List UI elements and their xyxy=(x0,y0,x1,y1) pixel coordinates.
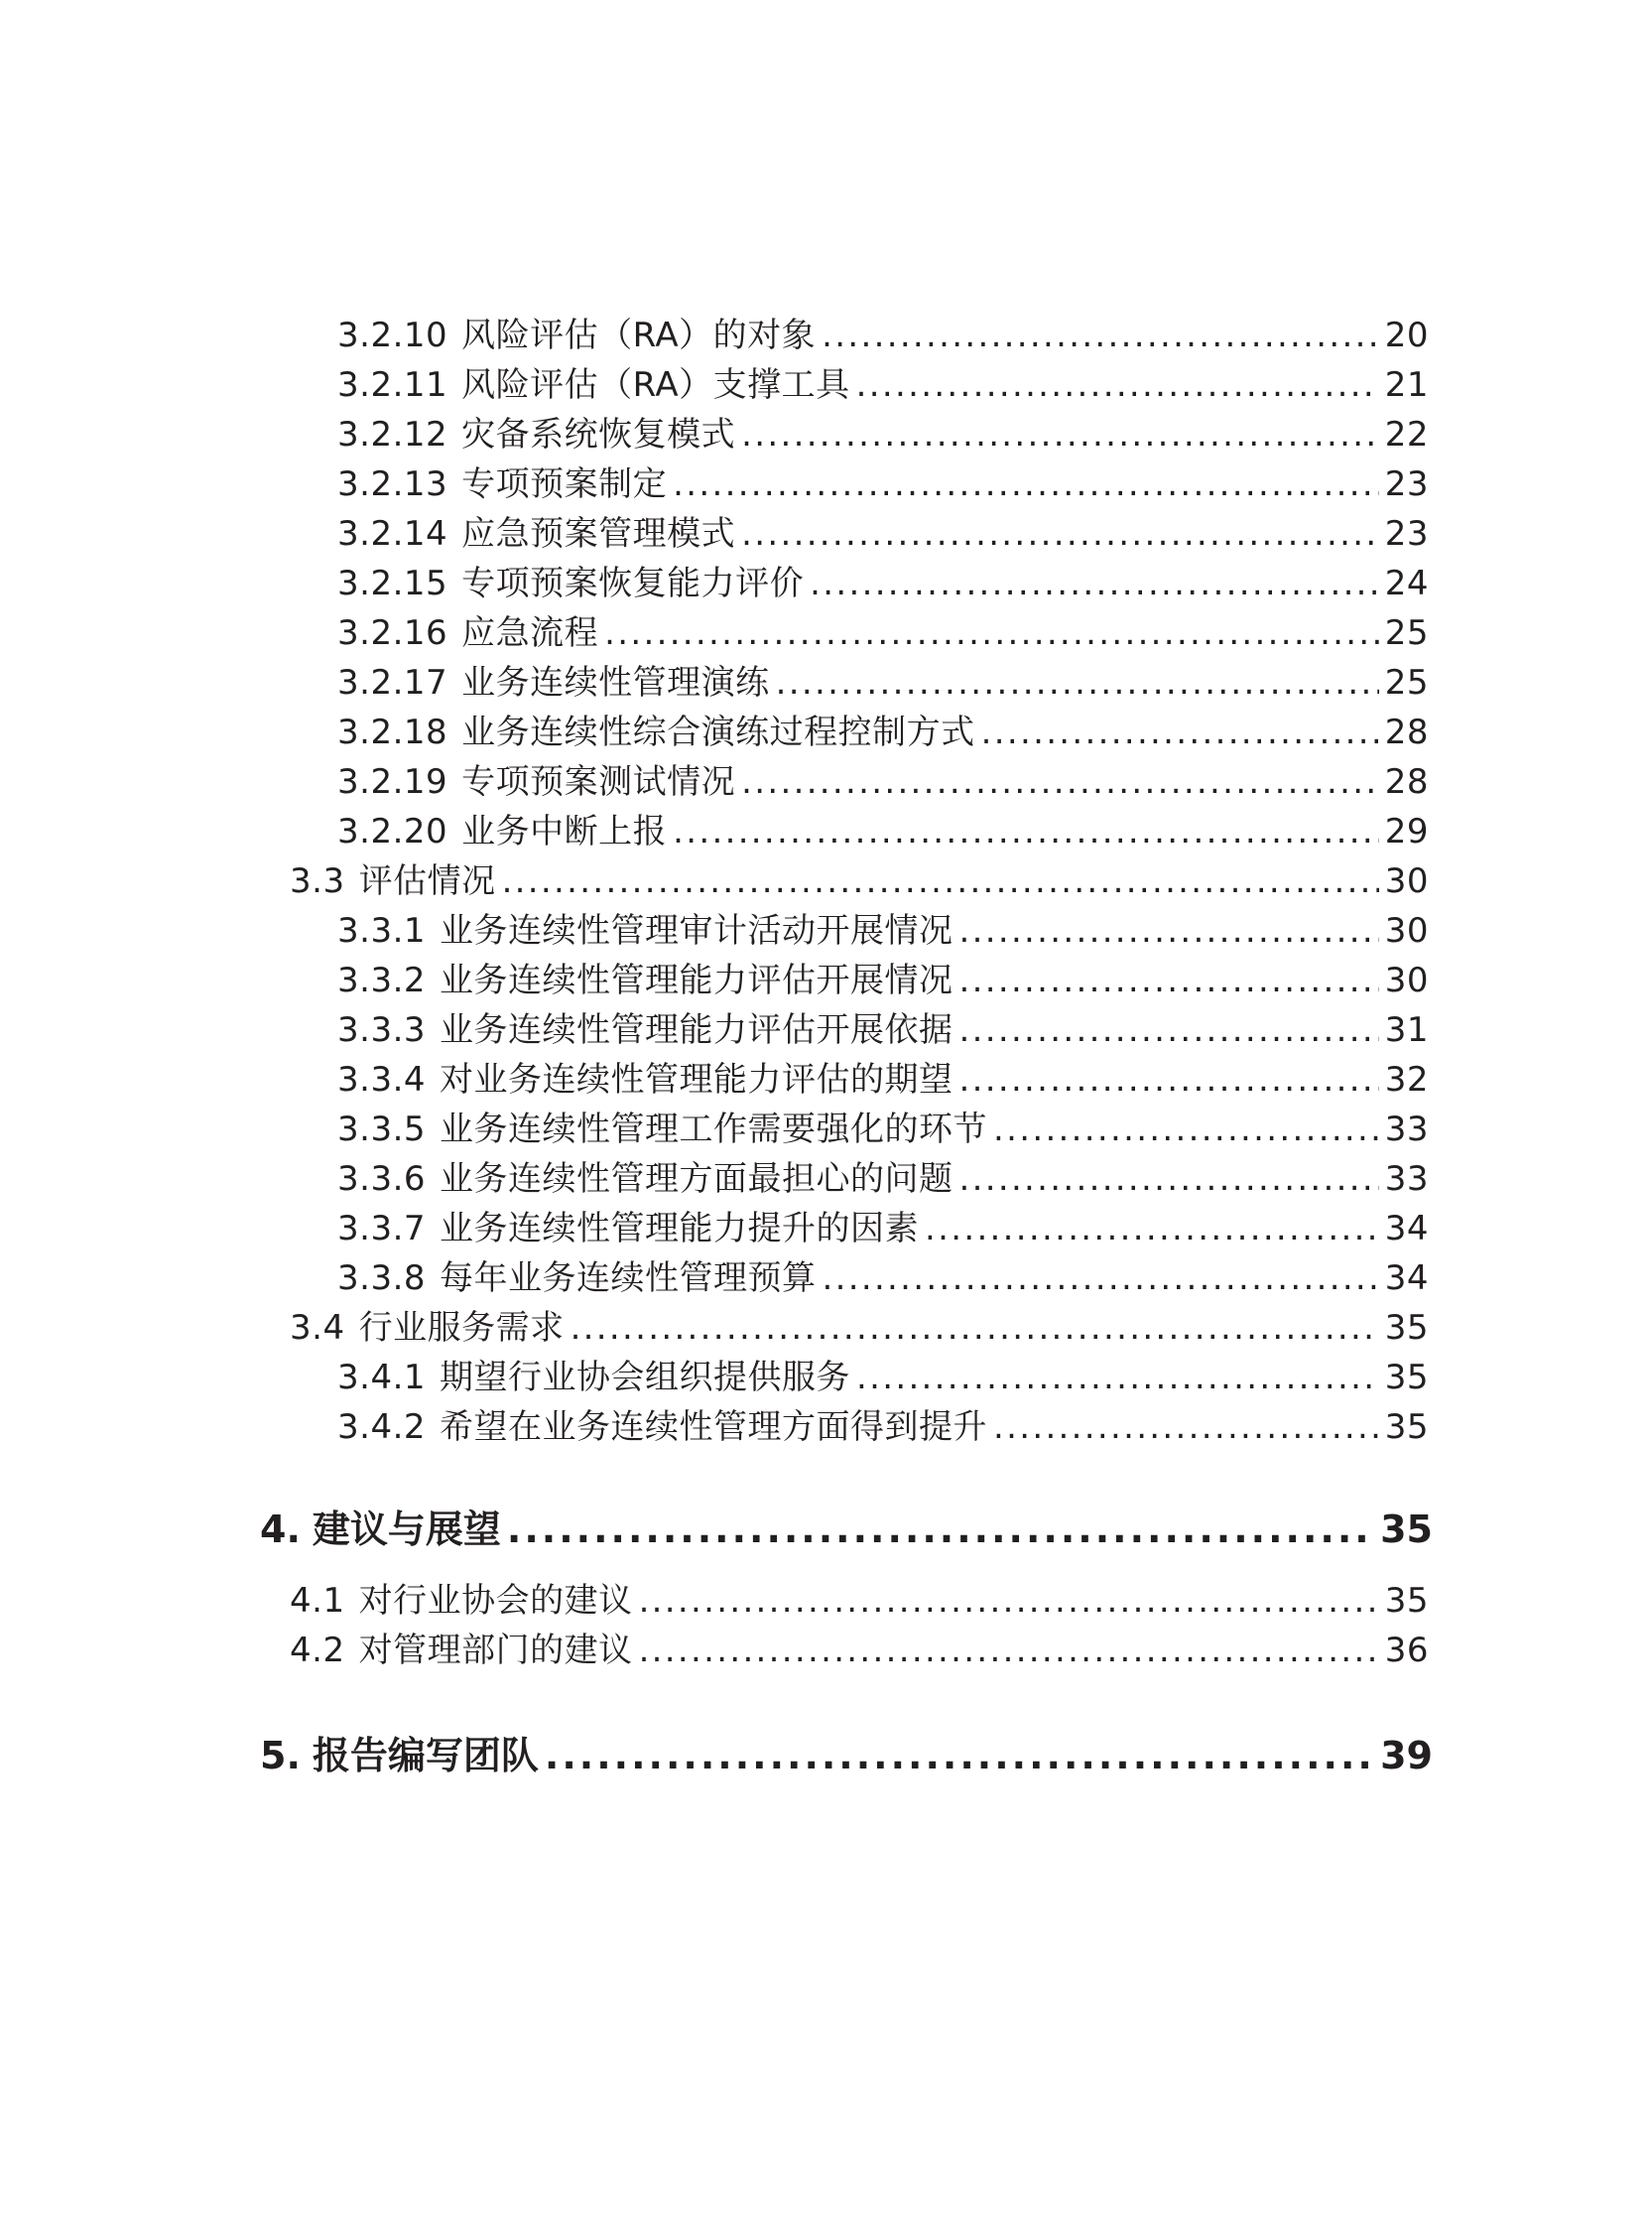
toc-entry-title: 风险评估（RA）的对象 xyxy=(461,316,817,355)
toc-entry-title: 每年业务连续性管理预算 xyxy=(440,1258,817,1298)
toc-entry[interactable] xyxy=(337,1250,1429,1298)
toc-entry-number: 3.3.5 xyxy=(337,1110,427,1149)
toc-entry-page: 30 xyxy=(1384,861,1429,901)
toc-entry[interactable] xyxy=(337,457,1429,504)
toc-entry[interactable] xyxy=(337,407,1429,455)
toc-entry-title: 对管理部门的建议 xyxy=(358,1631,633,1670)
toc-chapter[interactable] xyxy=(260,1725,1433,1778)
dot-leader xyxy=(959,1010,1379,1050)
toc-chapter-page: 35 xyxy=(1380,1507,1433,1551)
toc-entry[interactable] xyxy=(337,357,1429,405)
toc-entry-page: 35 xyxy=(1384,1358,1429,1397)
toc-entry[interactable] xyxy=(337,556,1429,603)
toc-entry-page: 31 xyxy=(1384,1010,1429,1050)
toc-entry-number: 3.3.1 xyxy=(337,911,427,951)
toc-entry-title: 应急流程 xyxy=(461,613,599,653)
toc-chapter-title: 报告编写团队 xyxy=(312,1734,539,1777)
toc-entry-number: 3.2.11 xyxy=(337,365,448,405)
toc-entry-title: 对行业协会的建议 xyxy=(358,1581,633,1621)
dot-leader xyxy=(856,365,1379,405)
toc-entry-number: 3.3 xyxy=(290,861,345,901)
dot-leader xyxy=(741,415,1379,455)
toc-entry-number: 3.3.3 xyxy=(337,1010,427,1050)
toc-entry-page: 36 xyxy=(1384,1631,1429,1670)
toc-entry-page: 34 xyxy=(1384,1258,1429,1298)
toc-entry-title: 希望在业务连续性管理方面得到提升 xyxy=(440,1407,988,1447)
toc-entry-number: 3.2.19 xyxy=(337,762,448,802)
toc-entry-page: 28 xyxy=(1384,762,1429,802)
toc-chapter-title: 建议与展望 xyxy=(312,1507,501,1551)
dot-leader xyxy=(604,613,1379,653)
dot-leader xyxy=(571,1308,1379,1348)
dot-leader xyxy=(959,961,1379,1000)
toc-entry[interactable] xyxy=(337,1151,1429,1199)
toc-entry-page: 23 xyxy=(1384,464,1429,504)
toc-entry-number: 3.4 xyxy=(290,1308,345,1348)
toc-entry-title: 行业服务需求 xyxy=(358,1308,565,1348)
dot-leader xyxy=(822,316,1379,355)
toc-entry[interactable] xyxy=(337,953,1429,1000)
dot-leader xyxy=(507,1507,1374,1551)
dot-leader xyxy=(823,1258,1379,1298)
dot-leader xyxy=(741,514,1379,554)
toc-entry-title: 业务连续性管理审计活动开展情况 xyxy=(440,911,953,951)
dot-leader xyxy=(639,1581,1379,1621)
toc-entry-title: 专项预案恢复能力评价 xyxy=(461,564,805,603)
toc-entry-number: 3.2.20 xyxy=(337,812,448,852)
dot-leader xyxy=(856,1358,1379,1397)
toc-entry-number: 3.4.2 xyxy=(337,1407,427,1447)
dot-leader xyxy=(673,464,1379,504)
toc-entry[interactable] xyxy=(337,506,1429,554)
toc-entry-number: 3.3.4 xyxy=(337,1060,427,1100)
dot-leader xyxy=(673,812,1379,852)
dot-leader xyxy=(925,1209,1379,1248)
toc-entry-title: 业务连续性综合演练过程控制方式 xyxy=(461,713,975,752)
toc-entry-number: 3.3.6 xyxy=(337,1159,427,1199)
toc-entry-number: 3.4.1 xyxy=(337,1358,427,1397)
toc-entry-number: 3.2.17 xyxy=(337,663,448,703)
toc-entry-page: 24 xyxy=(1384,564,1429,603)
toc-entry[interactable] xyxy=(337,1201,1429,1248)
toc-entry[interactable] xyxy=(337,754,1429,802)
toc-entry-number: 3.2.14 xyxy=(337,514,448,554)
toc-entry-title: 业务连续性管理方面最担心的问题 xyxy=(440,1159,953,1199)
toc-entry-number: 3.2.15 xyxy=(337,564,448,603)
toc-entry-title: 应急预案管理模式 xyxy=(461,514,736,554)
toc-entry-page: 22 xyxy=(1384,415,1429,455)
toc-entry-number: 3.3.2 xyxy=(337,961,427,1000)
toc-chapter[interactable] xyxy=(260,1499,1433,1552)
toc-chapter-number: 4. xyxy=(260,1507,301,1551)
toc-entry-page: 21 xyxy=(1384,365,1429,405)
toc-entry-page: 35 xyxy=(1384,1308,1429,1348)
toc-entry-title: 风险评估（RA）支撑工具 xyxy=(461,365,850,405)
toc-entry[interactable] xyxy=(337,1052,1429,1100)
toc-entry[interactable] xyxy=(290,1300,1429,1348)
toc-entry-number: 3.2.18 xyxy=(337,713,448,752)
toc-entry-page: 25 xyxy=(1384,613,1429,653)
toc-entry-page: 33 xyxy=(1384,1110,1429,1149)
toc-entry-number: 3.3.7 xyxy=(337,1209,427,1248)
toc-entry-title: 灾备系统恢复模式 xyxy=(461,415,736,455)
toc-entry-number: 4.1 xyxy=(290,1581,345,1621)
dot-leader xyxy=(545,1734,1374,1777)
dot-leader xyxy=(741,762,1379,802)
toc-entry[interactable] xyxy=(337,1350,1429,1397)
toc-entry[interactable] xyxy=(290,853,1429,901)
toc-entry[interactable] xyxy=(337,804,1429,852)
toc-entry-page: 23 xyxy=(1384,514,1429,554)
toc-entry-number: 3.2.10 xyxy=(337,316,448,355)
toc-entry[interactable] xyxy=(337,1002,1429,1050)
dot-leader xyxy=(993,1407,1379,1447)
dot-leader xyxy=(502,861,1379,901)
toc-entry-page: 28 xyxy=(1384,713,1429,752)
toc-chapter-number: 5. xyxy=(260,1734,301,1777)
toc-entry-title: 专项预案制定 xyxy=(461,464,668,504)
toc-entry-title: 业务连续性管理演练 xyxy=(461,663,770,703)
dot-leader xyxy=(959,1060,1379,1100)
toc-entry-number: 4.2 xyxy=(290,1631,345,1670)
toc-chapter-page: 39 xyxy=(1380,1734,1433,1777)
toc-entry-title: 业务中断上报 xyxy=(461,812,668,852)
toc-entry-page: 34 xyxy=(1384,1209,1429,1248)
toc-entry-page: 30 xyxy=(1384,961,1429,1000)
toc-entry[interactable] xyxy=(337,1102,1429,1149)
toc-entry-number: 3.2.16 xyxy=(337,613,448,653)
dot-leader xyxy=(993,1110,1379,1149)
toc-entry-page: 30 xyxy=(1384,911,1429,951)
toc-entry[interactable] xyxy=(337,655,1429,703)
toc-entry-number: 3.2.12 xyxy=(337,415,448,455)
toc-entry-title: 专项预案测试情况 xyxy=(461,762,736,802)
toc-entry-page: 35 xyxy=(1384,1407,1429,1447)
toc-entry-page: 35 xyxy=(1384,1581,1429,1621)
toc-entry-title: 业务连续性管理能力评估开展依据 xyxy=(440,1010,953,1050)
toc-entry-title: 评估情况 xyxy=(358,861,496,901)
dot-leader xyxy=(981,713,1379,752)
dot-leader xyxy=(776,663,1379,703)
toc-entry[interactable] xyxy=(337,903,1429,951)
toc-entry[interactable] xyxy=(337,705,1429,752)
toc-entry[interactable] xyxy=(337,1399,1429,1447)
toc-entry[interactable] xyxy=(337,308,1429,355)
toc-entry-page: 20 xyxy=(1384,316,1429,355)
toc-entry-page: 25 xyxy=(1384,663,1429,703)
toc-entry[interactable] xyxy=(290,1573,1429,1621)
toc-entry-page: 33 xyxy=(1384,1159,1429,1199)
toc-entry-title: 期望行业协会组织提供服务 xyxy=(440,1358,851,1397)
toc-entry-title: 业务连续性管理能力评估开展情况 xyxy=(440,961,953,1000)
toc-entry-title: 业务连续性管理工作需要强化的环节 xyxy=(440,1110,988,1149)
dot-leader xyxy=(639,1631,1379,1670)
toc-entry-page: 32 xyxy=(1384,1060,1429,1100)
dot-leader xyxy=(959,1159,1379,1199)
toc-entry-title: 业务连续性管理能力提升的因素 xyxy=(440,1209,920,1248)
toc-entry[interactable] xyxy=(337,605,1429,653)
toc-entry-number: 3.2.13 xyxy=(337,464,448,504)
dot-leader xyxy=(810,564,1379,603)
toc-entry[interactable] xyxy=(290,1623,1429,1670)
toc-entry-page: 29 xyxy=(1384,812,1429,852)
dot-leader xyxy=(959,911,1379,951)
toc-entry-number: 3.3.8 xyxy=(337,1258,427,1298)
toc-entry-title: 对业务连续性管理能力评估的期望 xyxy=(440,1060,953,1100)
